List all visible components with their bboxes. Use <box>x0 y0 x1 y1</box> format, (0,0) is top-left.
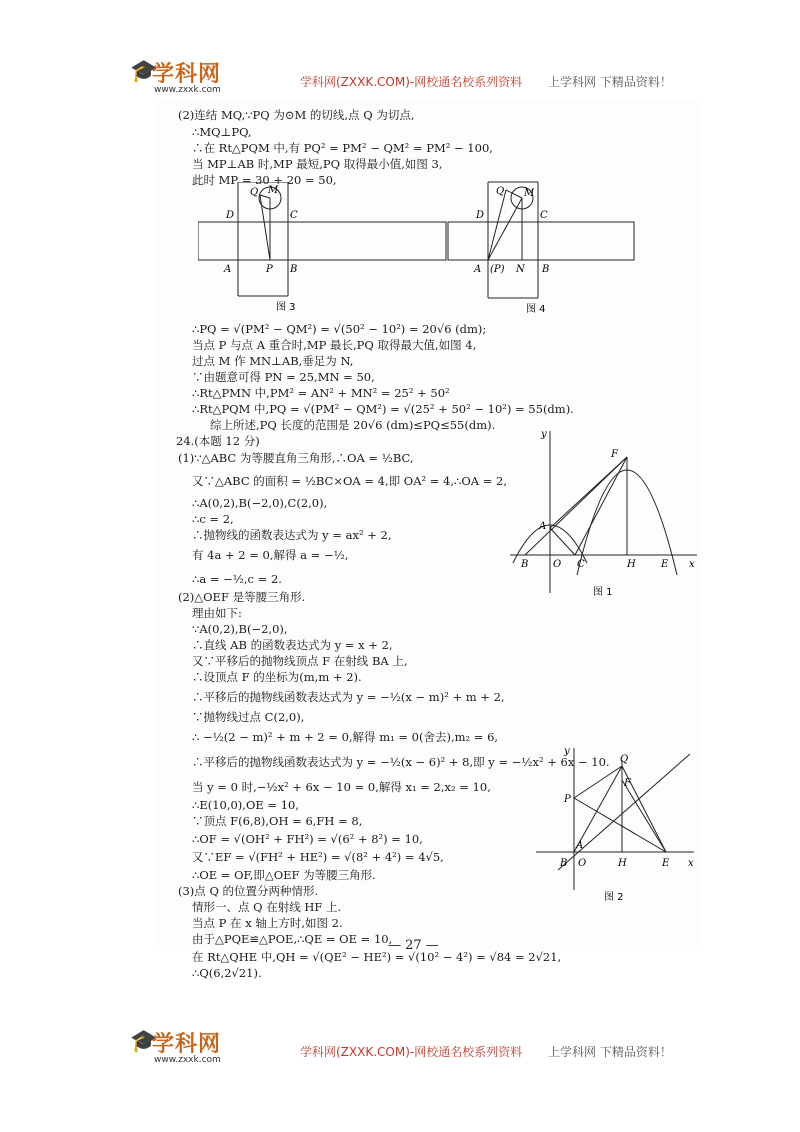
label-A: A <box>576 840 584 851</box>
text-line: 此时 MP = 30 + 20 = 50, <box>192 173 337 187</box>
label-A: A <box>539 521 547 532</box>
graduation-cap-icon: 🎓 <box>130 59 158 84</box>
page-footer <box>0 1025 800 1075</box>
text-line: ∴c = 2, <box>192 512 234 526</box>
header-banner[interactable]: 学科网(ZXXK.COM)-网校通名校系列资料 <box>300 75 523 89</box>
graph-1 <box>505 425 705 600</box>
text-line: ∴在 Rt△PQM 中,有 PQ² = PM² − QM² = PM² − 100, <box>192 141 493 155</box>
text-line: ∴A(0,2),B(−2,0),C(2,0), <box>192 496 328 510</box>
text-line: 综上所述,PQ 长度的范围是 20√6 (dm)≤PQ≤55(dm). <box>210 418 496 432</box>
label-E: E <box>662 858 670 869</box>
text-line: ∵A(0,2),B(−2,0), <box>192 622 288 636</box>
label-y: y <box>541 429 547 440</box>
label-H: H <box>627 559 636 570</box>
label-x: x <box>689 559 695 570</box>
logo-text: 学科网 <box>152 62 222 87</box>
text-line: ∴E(10,0),OE = 10, <box>192 798 300 812</box>
text-line: 当点 P 与点 A 重合时,MP 最长,PQ 取得最大值,如图 4, <box>192 338 477 352</box>
text-line: ∴Rt△PQM 中,PQ = √(PM² − QM²) = √(25² + 50² − 10²) = 55(dm). <box>192 402 574 416</box>
figure-4-diagram <box>446 180 636 320</box>
text-line: ∵抛物线过点 C(2,0), <box>192 710 305 724</box>
label-N: N <box>516 264 525 275</box>
logo-text: 学科网 <box>152 1032 222 1057</box>
text-line: ∴MQ⊥PQ, <box>192 125 252 139</box>
text-line: ∴直线 AB 的函数表达式为 y = x + 2, <box>192 638 393 652</box>
text-line: 情形一、点 Q 在射线 HF 上. <box>192 900 342 914</box>
text-line: 又∵△ABC 的面积 = ½BC×OA = 4,即 OA² = 4,∴OA = 2, <box>192 474 507 488</box>
zxxk-logo[interactable] <box>130 1025 240 1073</box>
label-C: C <box>577 559 585 570</box>
label-O: O <box>578 858 587 869</box>
figure-4-caption: 图 4 <box>526 304 546 315</box>
text-line: 由于△PQE≌△POE,∴QE = OE = 10, <box>192 932 393 946</box>
label-y: y <box>564 746 570 757</box>
logo-url: www.zxxk.com <box>154 1055 221 1065</box>
label-P: P <box>564 794 571 805</box>
footer-slogan: 上学科网 下精品资料！ <box>548 1045 672 1059</box>
text-line: (1)∵△ABC 为等腰直角三角形,∴OA = ½BC, <box>178 451 414 465</box>
label-M: M <box>268 185 279 196</box>
text-line: ∵由题意可得 PN = 25,MN = 50, <box>192 370 375 384</box>
header-slogan: 上学科网 下精品资料！ <box>548 75 672 89</box>
text-line: 过点 M 作 MN⊥AB,垂足为 N, <box>192 354 354 368</box>
text-line: ∴平移后的抛物线函数表达式为 y = −½(x − m)² + m + 2, <box>192 690 505 704</box>
label-A: A <box>474 264 482 275</box>
text-line: ∴OE = OF,即△OEF 为等腰三角形. <box>192 868 376 882</box>
label-x: x <box>688 858 694 869</box>
label-P: (P) <box>490 264 505 275</box>
graph-2-caption: 图 2 <box>604 892 624 903</box>
text-line: 又∵EF = √(FH² + HE²) = √(8² + 4²) = 4√5, <box>192 850 444 864</box>
label-F: F <box>611 449 618 460</box>
label-C: C <box>540 210 548 221</box>
text-line: (2)连结 MQ,∵PQ 为⊙M 的切线,点 Q 为切点, <box>178 108 415 122</box>
text-line: (3)点 Q 的位置分两种情形. <box>178 884 319 898</box>
label-E: E <box>661 559 669 570</box>
text-line: ∴ −½(2 − m)² + m + 2 = 0,解得 m₁ = 0(舍去),m₂ = 6, <box>192 730 499 744</box>
text-line: 当 y = 0 时,−½x² + 6x − 10 = 0,解得 x₁ = 2,x₂ = 10, <box>192 780 491 794</box>
text-line: ∴OF = √(OH² + FH²) = √(6² + 8²) = 10, <box>192 832 423 846</box>
text-line: 24.(本题 12 分) <box>176 434 260 448</box>
label-H: H <box>618 858 627 869</box>
text-line: 有 4a + 2 = 0,解得 a = −½, <box>192 548 349 562</box>
label-B: B <box>560 858 568 869</box>
text-line: 又∵平移后的抛物线顶点 F 在射线 BA 上, <box>192 654 408 668</box>
text-line: ∴Rt△PMN 中,PM² = AN² + MN² = 25² + 50² <box>192 386 450 400</box>
logo-url: www.zxxk.com <box>154 85 221 95</box>
text-line: ∵顶点 F(6,8),OH = 6,FH = 8, <box>192 814 363 828</box>
graduation-cap-icon: 🎓 <box>130 1029 158 1054</box>
text-line: 当点 P 在 x 轴上方时,如图 2. <box>192 916 343 930</box>
text-line: 在 Rt△QHE 中,QH = √(QE² − HE²) = √(10² − 4²) = √84 = 2√21, <box>192 950 562 964</box>
label-F: F <box>624 778 631 789</box>
label-B: B <box>290 264 298 275</box>
text-line: ∴抛物线的函数表达式为 y = ax² + 2, <box>192 528 392 542</box>
label-D: D <box>476 210 485 221</box>
label-Q: Q <box>620 754 629 765</box>
text-line: ∴PQ = √(PM² − QM²) = √(50² − 10²) = 20√6 (dm); <box>192 322 487 336</box>
footer-banner[interactable]: 学科网(ZXXK.COM)-网校通名校系列资料 <box>300 1045 523 1059</box>
figure-3-diagram <box>198 182 448 320</box>
graph-1-caption: 图 1 <box>593 587 613 598</box>
figure-3-caption: 图 3 <box>276 302 296 313</box>
text-line: ∴Q(6,2√21). <box>192 966 262 980</box>
label-O: O <box>553 559 562 570</box>
label-C: C <box>290 210 298 221</box>
label-B: B <box>521 559 529 570</box>
label-B: B <box>542 264 550 275</box>
page-number: — 27 — <box>388 938 439 953</box>
label-Q: Q <box>496 186 505 197</box>
label-M: M <box>524 188 535 199</box>
zxxk-logo[interactable] <box>130 55 240 103</box>
page-header <box>0 55 800 105</box>
label-A: A <box>224 264 232 275</box>
label-Q: Q <box>250 187 259 198</box>
text-line: ∴平移后的抛物线函数表达式为 y = −½(x − 6)² + 8,即 y = −½x² + 6x − 10. <box>192 755 610 769</box>
text-line: ∴设顶点 F 的坐标为(m,m + 2). <box>192 670 362 684</box>
label-P: P <box>266 264 273 275</box>
text-line: (2)△OEF 是等腰三角形. <box>178 590 306 604</box>
text-line: 当 MP⊥AB 时,MP 最短,PQ 取得最小值,如图 3, <box>192 157 443 171</box>
label-D: D <box>226 210 235 221</box>
text-line: ∴a = −½,c = 2. <box>192 572 282 586</box>
graph-2 <box>530 740 700 910</box>
text-line: 理由如下: <box>192 606 242 620</box>
